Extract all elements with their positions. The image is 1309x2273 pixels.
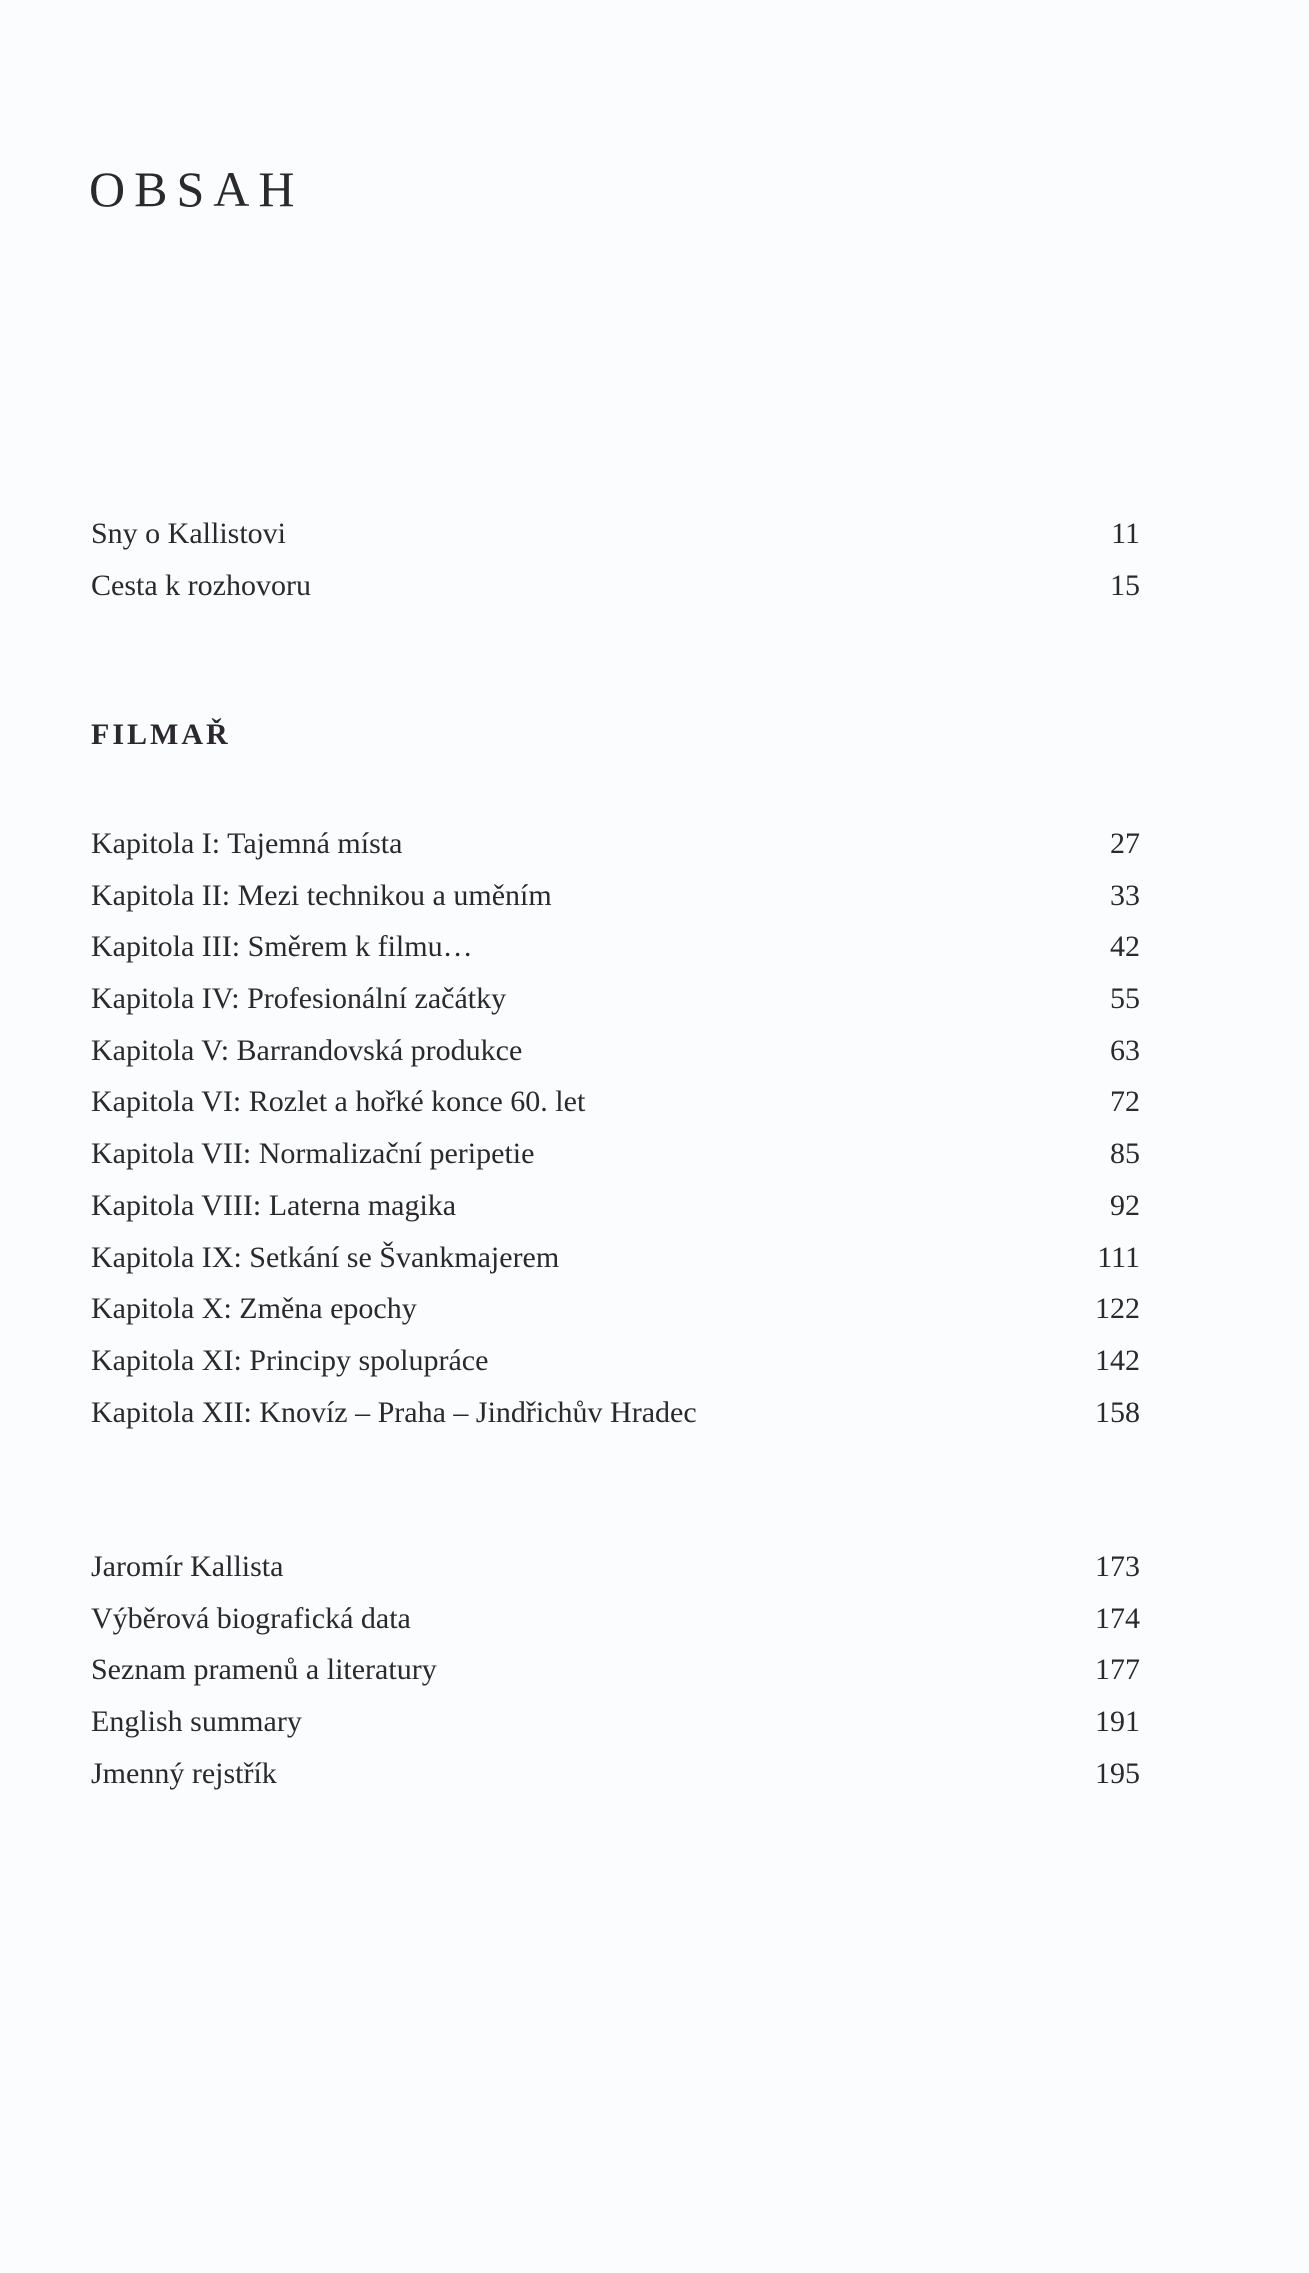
toc-entry[interactable] [91, 560, 1140, 612]
appendix-entries [91, 1541, 1140, 1799]
toc-entry-page: 85 [1110, 1137, 1140, 1171]
toc-entry[interactable] [91, 508, 1140, 560]
toc-entry-label: English summary [91, 1705, 302, 1739]
toc-entry-page: 92 [1110, 1188, 1140, 1222]
chapter-entries [91, 818, 1140, 1438]
toc-entry-page: 33 [1110, 878, 1140, 912]
toc-entry[interactable] [91, 1076, 1140, 1128]
toc-entry-page: 72 [1110, 1085, 1140, 1119]
toc-entry-page: 158 [1095, 1395, 1140, 1429]
toc-entry-label: Kapitola IX: Setkání se Švankmajerem [91, 1240, 560, 1274]
toc-entry-label: Kapitola VI: Rozlet a hořké konce 60. let [91, 1085, 586, 1119]
toc-entry-label: Kapitola II: Mezi technikou a uměním [91, 878, 552, 912]
toc-entry-page: 177 [1095, 1653, 1140, 1687]
toc-entry-page: 111 [1097, 1240, 1140, 1274]
toc-entry-page: 195 [1095, 1756, 1140, 1790]
toc-entry[interactable] [91, 973, 1140, 1025]
toc-entry[interactable] [91, 1232, 1140, 1284]
toc-entry-label: Kapitola IV: Profesionální začátky [91, 982, 507, 1016]
toc-entry[interactable] [91, 1128, 1140, 1180]
toc-entry-page: 173 [1095, 1550, 1140, 1583]
toc-entry[interactable] [91, 921, 1140, 973]
toc-entry[interactable] [91, 818, 1140, 870]
toc-entry-page: 11 [1111, 517, 1140, 550]
toc-entry[interactable] [91, 1387, 1140, 1439]
toc-entry[interactable] [91, 1283, 1140, 1335]
toc-entry-label: Kapitola I: Tajemná místa [91, 827, 403, 860]
toc-entry[interactable] [91, 1696, 1140, 1748]
toc-entry[interactable] [91, 1748, 1140, 1800]
toc-entry-page: 191 [1095, 1705, 1140, 1739]
toc-entry-page: 55 [1110, 982, 1140, 1016]
toc-entry-page: 15 [1110, 568, 1140, 602]
toc-entry[interactable] [91, 1335, 1140, 1387]
toc-entry[interactable] [91, 1180, 1140, 1232]
toc-entry-label: Jaromír Kallista [91, 1550, 284, 1583]
toc-entry-page: 174 [1095, 1601, 1140, 1635]
toc-entry-label: Kapitola VIII: Laterna magika [91, 1188, 457, 1222]
toc-entry-page: 122 [1095, 1292, 1140, 1326]
toc-entry-page: 63 [1110, 1033, 1140, 1067]
toc-entry-page: 142 [1095, 1343, 1140, 1377]
toc-entry[interactable] [91, 870, 1140, 922]
toc-entry-label: Kapitola XI: Principy spolupráce [91, 1343, 489, 1377]
toc-entry-label: Kapitola V: Barrandovská produkce [91, 1033, 523, 1067]
toc-entry-label: Jmenný rejstřík [91, 1756, 277, 1790]
page-title: OBSAH [89, 161, 304, 217]
toc-entry[interactable] [91, 1593, 1140, 1645]
toc-entry-label: Cesta k rozhovoru [91, 568, 311, 602]
toc-entry-page: 27 [1110, 827, 1140, 860]
toc-entry-label: Seznam pramenů a literatury [91, 1653, 437, 1687]
toc-entry-label: Výběrová biografická data [91, 1601, 411, 1635]
section-heading: FILMAŘ [91, 718, 231, 751]
intro-entries [91, 508, 1140, 611]
toc-entry-label: Kapitola X: Změna epochy [91, 1292, 417, 1326]
toc-entry-label: Kapitola III: Směrem k filmu… [91, 930, 473, 964]
toc-entry-label: Sny o Kallistovi [91, 517, 287, 550]
toc-entry-page: 42 [1110, 930, 1140, 964]
toc-entry[interactable] [91, 1025, 1140, 1077]
toc-entry[interactable] [91, 1644, 1140, 1696]
toc-entry-label: Kapitola VII: Normalizační peripetie [91, 1137, 535, 1171]
toc-entry-label: Kapitola XII: Knovíz – Praha – Jindřichův Hradec [91, 1395, 697, 1429]
toc-entry[interactable] [91, 1541, 1140, 1593]
